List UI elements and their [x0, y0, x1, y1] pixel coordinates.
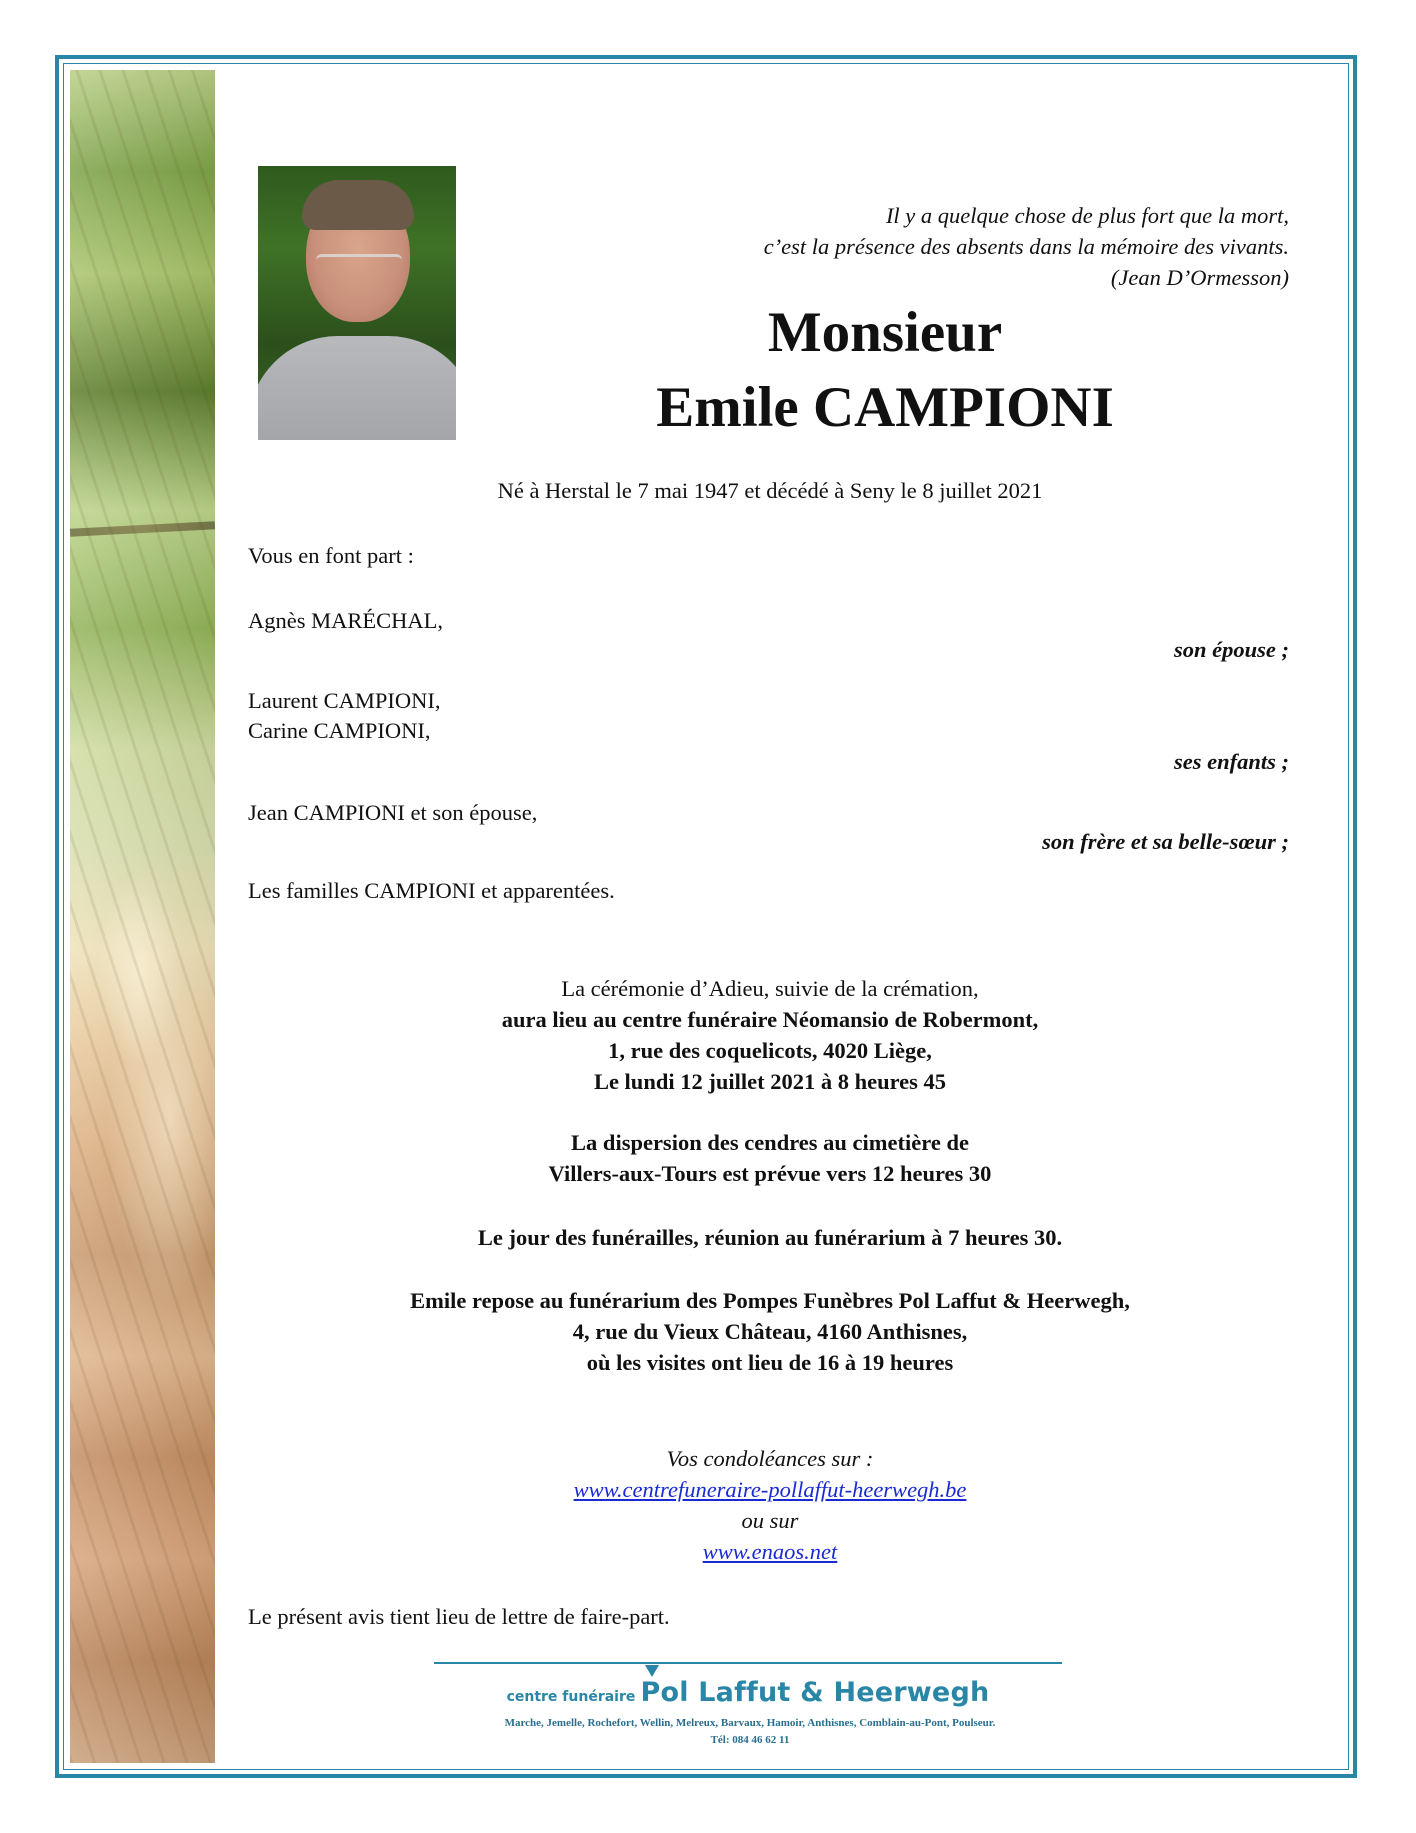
ceremony-line-3: 1, rue des coquelicots, 4020 Liège,: [608, 1038, 932, 1063]
meeting-line: Le jour des funérailles, réunion au funérarium à 7 heures 30.: [477, 1225, 1063, 1250]
dispersion-block: [250, 1127, 1290, 1189]
condolences-or: ou sur: [741, 1508, 799, 1533]
quote-author: (Jean D’Ormesson): [1110, 265, 1289, 290]
portrait-photo: [258, 166, 456, 440]
footer-locations: Marche, Jemelle, Rochefort, Wellin, Melreux, Barvaux, Hamoir, Anthisnes, Comblain-au-Pont, Poulseur.: [504, 1717, 996, 1729]
repose-block: [250, 1285, 1290, 1378]
child-name-2: Carine CAMPIONI,: [248, 718, 431, 743]
ceremony-line-2: aura lieu au centre funéraire Néomansio de Robermont,: [501, 1007, 1039, 1032]
triangle-marker-icon: [645, 1665, 659, 1677]
wife-relation: son épouse ;: [1173, 637, 1289, 662]
condolences-block: [250, 1443, 1290, 1567]
footer-phone: Tél: 084 46 62 11: [710, 1734, 790, 1746]
footer-divider: [434, 1662, 1062, 1664]
brand-small-text: centre funéraire: [506, 1689, 636, 1705]
dispersion-line-1: La dispersion des cendres au cimetière de: [571, 1130, 969, 1155]
birth-death-line: Né à Herstal le 7 mai 1947 et décédé à Seny le 8 juillet 2021: [497, 478, 1043, 503]
condolences-link-2[interactable]: www.enaos.net: [702, 1539, 838, 1564]
brother-name: Jean CAMPIONI et son épouse,: [248, 800, 538, 825]
dispersion-line-2: Villers-aux-Tours est prévue vers 12 heures 30: [548, 1161, 992, 1186]
ceremony-block: [250, 973, 1290, 1097]
intro-text: Vous en font part :: [248, 543, 414, 568]
brand-name: Pol Laffut & Heerwegh: [640, 1677, 990, 1708]
condolences-link-1[interactable]: www.centrefuneraire-pollaffut-heerwegh.be: [573, 1477, 967, 1502]
repose-line-2: 4, rue du Vieux Château, 4160 Anthisnes,: [572, 1319, 968, 1344]
quote-line-1: Il y a quelque chose de plus fort que la mort,: [885, 203, 1289, 228]
decorative-forest-image: [70, 70, 215, 1763]
repose-line-3: où les visites ont lieu de 16 à 19 heures: [586, 1350, 954, 1375]
epigraph-quote: [569, 200, 1289, 293]
children-relation: ses enfants ;: [1173, 749, 1289, 774]
brother-relation: son frère et sa belle-sœur ;: [1042, 829, 1289, 854]
ceremony-line-4: Le lundi 12 juillet 2021 à 8 heures 45: [593, 1069, 947, 1094]
ceremony-line-1: La cérémonie d’Adieu, suivie de la crémation,: [561, 976, 979, 1001]
condolences-label: Vos condoléances sur :: [666, 1446, 874, 1471]
notice-line: Le présent avis tient lieu de lettre de faire-part.: [248, 1604, 670, 1629]
wife-name: Agnès MARÉCHAL,: [248, 608, 443, 633]
deceased-name: Emile CAMPIONI: [656, 376, 1114, 439]
funeral-home-logo: [434, 1677, 1062, 1708]
repose-line-1: Emile repose au funérarium des Pompes Funèbres Pol Laffut & Heerwegh,: [410, 1288, 1130, 1313]
child-name-1: Laurent CAMPIONI,: [248, 688, 441, 713]
quote-line-2: c’est la présence des absents dans la mémoire des vivants.: [763, 234, 1289, 259]
title-honorific: Monsieur: [767, 301, 1003, 364]
families-line: Les familles CAMPIONI et apparentées.: [248, 878, 615, 903]
